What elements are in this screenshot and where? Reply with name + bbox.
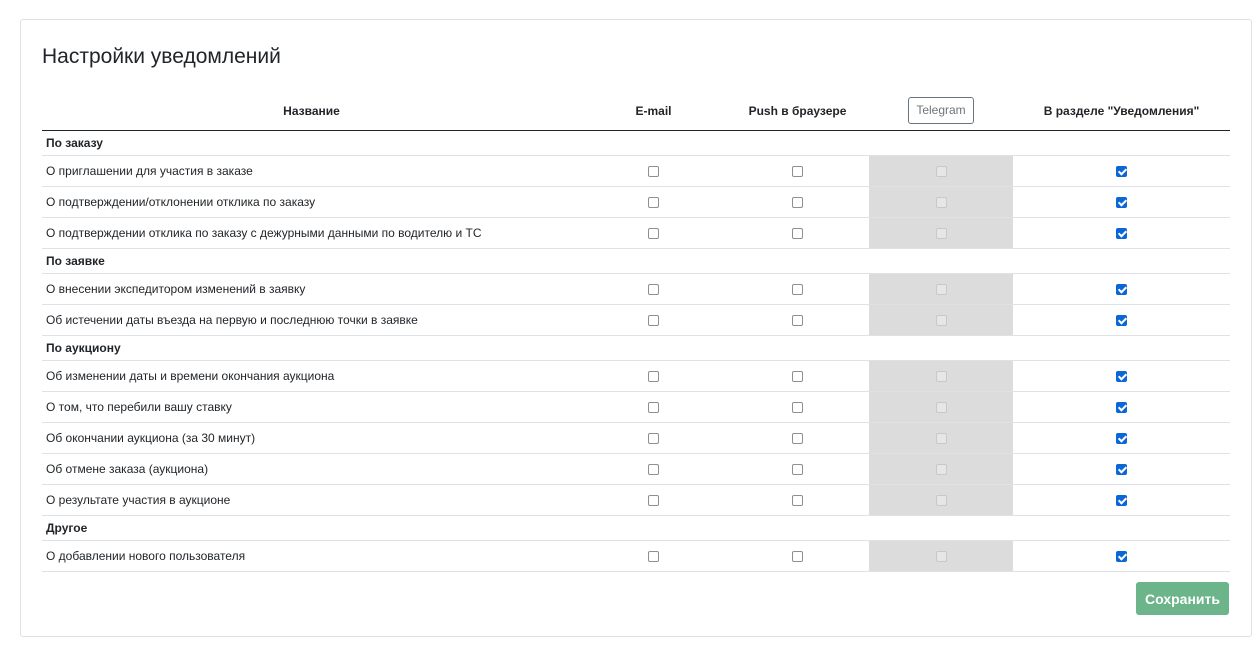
- table-row: [42, 391, 1230, 422]
- telegram-checkbox: [936, 551, 947, 562]
- email-checkbox[interactable]: [648, 228, 659, 239]
- email-checkbox[interactable]: [648, 464, 659, 475]
- section-cell: [1013, 155, 1230, 186]
- telegram-cell: [869, 304, 1013, 335]
- email-checkbox[interactable]: [648, 315, 659, 326]
- column-header-name: Название: [42, 92, 581, 130]
- group-row: [42, 248, 1230, 273]
- email-checkbox[interactable]: [648, 166, 659, 177]
- section-cell: [1013, 422, 1230, 453]
- section-checkbox[interactable]: [1116, 371, 1127, 382]
- push-checkbox[interactable]: [792, 464, 803, 475]
- push-checkbox[interactable]: [792, 166, 803, 177]
- email-checkbox[interactable]: [648, 495, 659, 506]
- push-cell: [726, 304, 869, 335]
- telegram-cell: [869, 422, 1013, 453]
- telegram-cell: [869, 217, 1013, 248]
- table-row: [42, 484, 1230, 515]
- telegram-checkbox: [936, 315, 947, 326]
- push-checkbox[interactable]: [792, 402, 803, 413]
- telegram-cell: [869, 453, 1013, 484]
- telegram-checkbox: [936, 166, 947, 177]
- email-cell: [581, 422, 726, 453]
- table-row: [42, 453, 1230, 484]
- group-label: По аукциону: [42, 335, 1230, 360]
- email-cell: [581, 273, 726, 304]
- section-cell: [1013, 540, 1230, 571]
- push-checkbox[interactable]: [792, 315, 803, 326]
- column-header-telegram: [869, 92, 1013, 130]
- email-cell: [581, 453, 726, 484]
- notifications-table: [42, 92, 1230, 572]
- push-cell: [726, 217, 869, 248]
- column-header-push: Push в браузере: [726, 92, 869, 130]
- push-checkbox[interactable]: [792, 228, 803, 239]
- email-cell: [581, 391, 726, 422]
- push-cell: [726, 484, 869, 515]
- push-cell: [726, 422, 869, 453]
- section-checkbox[interactable]: [1116, 315, 1127, 326]
- telegram-cell: [869, 273, 1013, 304]
- push-checkbox[interactable]: [792, 495, 803, 506]
- telegram-checkbox: [936, 433, 947, 444]
- push-checkbox[interactable]: [792, 433, 803, 444]
- telegram-cell: [869, 360, 1013, 391]
- push-cell: [726, 360, 869, 391]
- table-row: [42, 217, 1230, 248]
- push-checkbox[interactable]: [792, 284, 803, 295]
- table-row: [42, 422, 1230, 453]
- section-cell: [1013, 391, 1230, 422]
- notification-label: О подтверждении/отклонении отклика по заказу: [42, 186, 581, 217]
- telegram-checkbox: [936, 228, 947, 239]
- section-cell: [1013, 453, 1230, 484]
- telegram-cell: [869, 391, 1013, 422]
- column-header-email: E-mail: [581, 92, 726, 130]
- telegram-checkbox: [936, 371, 947, 382]
- notification-label: О результате участия в аукционе: [42, 484, 581, 515]
- telegram-cell: [869, 484, 1013, 515]
- push-cell: [726, 391, 869, 422]
- telegram-checkbox: [936, 284, 947, 295]
- email-cell: [581, 484, 726, 515]
- email-cell: [581, 360, 726, 391]
- push-checkbox[interactable]: [792, 371, 803, 382]
- section-cell: [1013, 273, 1230, 304]
- email-checkbox[interactable]: [648, 402, 659, 413]
- push-checkbox[interactable]: [792, 551, 803, 562]
- notification-label: О внесении экспедитором изменений в заявку: [42, 273, 581, 304]
- email-cell: [581, 186, 726, 217]
- table-row: [42, 540, 1230, 571]
- section-checkbox[interactable]: [1116, 166, 1127, 177]
- notification-settings-card: [20, 19, 1252, 637]
- table-row: [42, 273, 1230, 304]
- save-button[interactable]: Сохранить: [1136, 582, 1229, 615]
- notification-label: Об изменении даты и времени окончания аукциона: [42, 360, 581, 391]
- section-checkbox[interactable]: [1116, 284, 1127, 295]
- section-checkbox[interactable]: [1116, 197, 1127, 208]
- notification-label: О подтверждении отклика по заказу с дежурными данными по водителю и ТС: [42, 217, 581, 248]
- telegram-connect-button[interactable]: Telegram: [908, 97, 973, 124]
- section-cell: [1013, 217, 1230, 248]
- telegram-cell: [869, 155, 1013, 186]
- telegram-cell: [869, 540, 1013, 571]
- telegram-checkbox: [936, 464, 947, 475]
- email-checkbox[interactable]: [648, 284, 659, 295]
- email-cell: [581, 540, 726, 571]
- push-checkbox[interactable]: [792, 197, 803, 208]
- table-row: [42, 186, 1230, 217]
- section-cell: [1013, 304, 1230, 335]
- section-checkbox[interactable]: [1116, 495, 1127, 506]
- notification-label: Об окончании аукциона (за 30 минут): [42, 422, 581, 453]
- notification-label: О добавлении нового пользователя: [42, 540, 581, 571]
- section-checkbox[interactable]: [1116, 228, 1127, 239]
- email-cell: [581, 304, 726, 335]
- group-row: [42, 335, 1230, 360]
- push-cell: [726, 540, 869, 571]
- table-row: [42, 155, 1230, 186]
- column-header-section: В разделе "Уведомления": [1013, 92, 1230, 130]
- table-body: [42, 130, 1230, 571]
- push-cell: [726, 186, 869, 217]
- table-row: [42, 304, 1230, 335]
- telegram-cell: [869, 186, 1013, 217]
- group-label: По заявке: [42, 248, 1230, 273]
- section-cell: [1013, 484, 1230, 515]
- email-checkbox[interactable]: [648, 551, 659, 562]
- telegram-checkbox: [936, 495, 947, 506]
- push-cell: [726, 155, 869, 186]
- email-checkbox[interactable]: [648, 433, 659, 444]
- notification-label: Об истечении даты въезда на первую и последнюю точки в заявке: [42, 304, 581, 335]
- group-row: [42, 130, 1230, 155]
- section-checkbox[interactable]: [1116, 402, 1127, 413]
- table-header-row: [42, 92, 1230, 130]
- section-checkbox[interactable]: [1116, 551, 1127, 562]
- notification-label: О том, что перебили вашу ставку: [42, 391, 581, 422]
- section-cell: [1013, 186, 1230, 217]
- page-title: Настройки уведомлений: [42, 45, 281, 68]
- section-checkbox[interactable]: [1116, 433, 1127, 444]
- group-row: [42, 515, 1230, 540]
- notification-label: Об отмене заказа (аукциона): [42, 453, 581, 484]
- email-cell: [581, 155, 726, 186]
- push-cell: [726, 453, 869, 484]
- telegram-checkbox: [936, 402, 947, 413]
- email-checkbox[interactable]: [648, 371, 659, 382]
- email-checkbox[interactable]: [648, 197, 659, 208]
- group-label: Другое: [42, 515, 1230, 540]
- group-label: По заказу: [42, 130, 1230, 155]
- table-row: [42, 360, 1230, 391]
- section-cell: [1013, 360, 1230, 391]
- telegram-checkbox: [936, 197, 947, 208]
- notification-label: О приглашении для участия в заказе: [42, 155, 581, 186]
- email-cell: [581, 217, 726, 248]
- push-cell: [726, 273, 869, 304]
- section-checkbox[interactable]: [1116, 464, 1127, 475]
